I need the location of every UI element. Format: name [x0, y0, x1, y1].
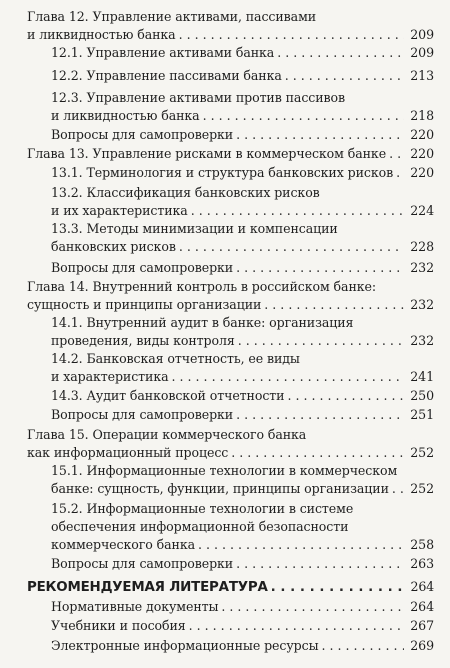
- toc-section-entry: [51, 67, 434, 85]
- toc-chapter-entry: [27, 278, 434, 314]
- page-number: 252: [410, 445, 434, 460]
- toc-entry-text: и характеристика: [51, 369, 169, 384]
- page-number: 264: [410, 599, 434, 614]
- toc-section-entry: [51, 500, 434, 554]
- page-number: 218: [410, 108, 434, 123]
- toc-section-entry: [51, 184, 434, 220]
- toc-entry-text: 12.2. Управление пассивами банка: [51, 68, 282, 83]
- dot-leader: [271, 579, 404, 597]
- page-number: 252: [410, 481, 434, 496]
- toc-entry-text: 12.3. Управление активами против пассивов: [51, 90, 345, 105]
- toc-entry-text: Вопросы для самопроверки: [51, 260, 234, 275]
- toc-entry-text: Вопросы для самопроверки: [51, 127, 234, 142]
- page-number: 263: [410, 556, 434, 571]
- toc-entry-text: как информационный процесс: [27, 445, 229, 460]
- toc-entry-text: 13.2. Классификация банковских рисков: [51, 185, 320, 200]
- page-number: 220: [410, 146, 434, 161]
- dot-leader: [179, 238, 404, 256]
- toc-section-entry: [51, 350, 434, 386]
- toc-entry-text: коммерческого банка: [51, 537, 195, 552]
- dot-leader: [236, 406, 404, 424]
- page-number: 209: [410, 45, 434, 60]
- toc-entry-text: 12.1. Управление активами банка: [51, 45, 275, 60]
- toc-section-entry: [51, 387, 434, 405]
- dot-leader: [287, 387, 404, 405]
- dot-leader: [191, 202, 404, 220]
- toc-entry-text: Нормативные документы: [51, 599, 219, 614]
- toc-section-entry: [51, 89, 434, 125]
- page-number: 209: [410, 27, 434, 42]
- toc-section-entry: [51, 617, 434, 635]
- toc-entry-text: Глава 13. Управление рисками в коммерческом банке: [27, 146, 387, 161]
- page-number: 241: [410, 369, 434, 384]
- dot-leader: [236, 259, 404, 277]
- toc-entry-text: Вопросы для самопроверки: [51, 556, 234, 571]
- dot-leader: [236, 126, 404, 144]
- toc-entry-text: 13.3. Методы минимизации и компенсации: [51, 221, 338, 236]
- page-number: 232: [410, 260, 434, 275]
- toc-entry-text: 15.1. Информационные технологии в коммерческом: [51, 463, 398, 478]
- toc-entry-text: 14.3. Аудит банковской отчетности: [51, 388, 285, 403]
- toc-entry-text: сущность и принципы организации: [27, 297, 262, 312]
- toc-entry-text: 14.2. Банковская отчетность, ее виды: [51, 351, 300, 366]
- dot-leader: [189, 617, 404, 635]
- page-number: 264: [410, 579, 434, 594]
- dot-leader: [198, 536, 404, 554]
- dot-leader: [277, 44, 404, 62]
- page-number: 250: [410, 388, 434, 403]
- page-number: 232: [410, 297, 434, 312]
- toc-section-entry: [51, 220, 434, 256]
- toc-section-entry: [51, 598, 434, 616]
- toc-section-entry: [51, 555, 434, 573]
- toc-entry-text: 15.2. Информационные технологии в системе: [51, 501, 354, 516]
- toc-chapter-entry: [27, 8, 434, 44]
- toc-entry-text: проведения, виды контроля: [51, 333, 235, 348]
- dot-leader: [285, 67, 404, 85]
- toc-entry-text: Глава 12. Управление активами, пассивами: [27, 9, 317, 24]
- page-number: 220: [410, 165, 434, 180]
- toc-entry-text: банковских рисков: [51, 239, 176, 254]
- dot-leader: [238, 332, 404, 350]
- dot-leader: [264, 296, 404, 314]
- page-number: 213: [410, 68, 434, 83]
- dot-leader: [172, 368, 404, 386]
- toc-entry-text: банке: сущность, функции, принципы организации: [51, 481, 389, 496]
- toc-section-entry: [51, 126, 434, 144]
- toc-section-entry: [51, 637, 434, 655]
- toc-section-entry: [51, 462, 434, 498]
- toc-chapter-entry: [27, 145, 434, 163]
- toc-section-entry: [51, 44, 434, 62]
- toc-entry-text: 14.1. Внутренний аудит в банке: организация: [51, 315, 354, 330]
- page-number: 224: [410, 203, 434, 218]
- toc-entry-text: Глава 14. Внутренний контроль в российском банке:: [27, 279, 377, 294]
- dot-leader: [236, 555, 404, 573]
- toc-entry-text: Глава 15. Операции коммерческого банка: [27, 427, 307, 442]
- toc-entry-text: Учебники и пособия: [51, 618, 186, 633]
- dot-leader: [396, 164, 404, 182]
- dot-leader: [322, 637, 405, 655]
- toc-section-entry: [51, 406, 434, 424]
- dot-leader: [231, 444, 404, 462]
- page-number: 251: [410, 407, 434, 422]
- dot-leader: [389, 145, 404, 163]
- page-number: 269: [410, 638, 434, 653]
- toc-entry-text: и ликвидностью банка: [27, 27, 176, 42]
- dot-leader: [392, 480, 404, 498]
- page-number: 258: [410, 537, 434, 552]
- dot-leader: [203, 107, 404, 125]
- dot-leader: [221, 598, 404, 616]
- page-number: 220: [410, 127, 434, 142]
- toc-chapter-entry: [27, 426, 434, 462]
- toc-section-entry: [51, 164, 434, 182]
- toc-entry-text: РЕКОМЕНДУЕМАЯ ЛИТЕРАТУРА: [27, 580, 268, 595]
- toc-section-entry: [51, 314, 434, 350]
- toc-main-heading: [27, 578, 434, 596]
- toc-entry-text: Вопросы для самопроверки: [51, 407, 234, 422]
- page-number: 232: [410, 333, 434, 348]
- toc-entry-text: обеспечения информационной безопасности: [51, 519, 349, 534]
- page-number: 228: [410, 239, 434, 254]
- toc-entry-text: 13.1. Терминология и структура банковских рисков: [51, 165, 394, 180]
- dot-leader: [179, 26, 404, 44]
- page-number: 267: [410, 618, 434, 633]
- toc-entry-text: и их характеристика: [51, 203, 188, 218]
- toc-entry-text: и ликвидностью банка: [51, 108, 200, 123]
- toc-section-entry: [51, 259, 434, 277]
- toc-entry-text: Электронные информационные ресурсы: [51, 638, 319, 653]
